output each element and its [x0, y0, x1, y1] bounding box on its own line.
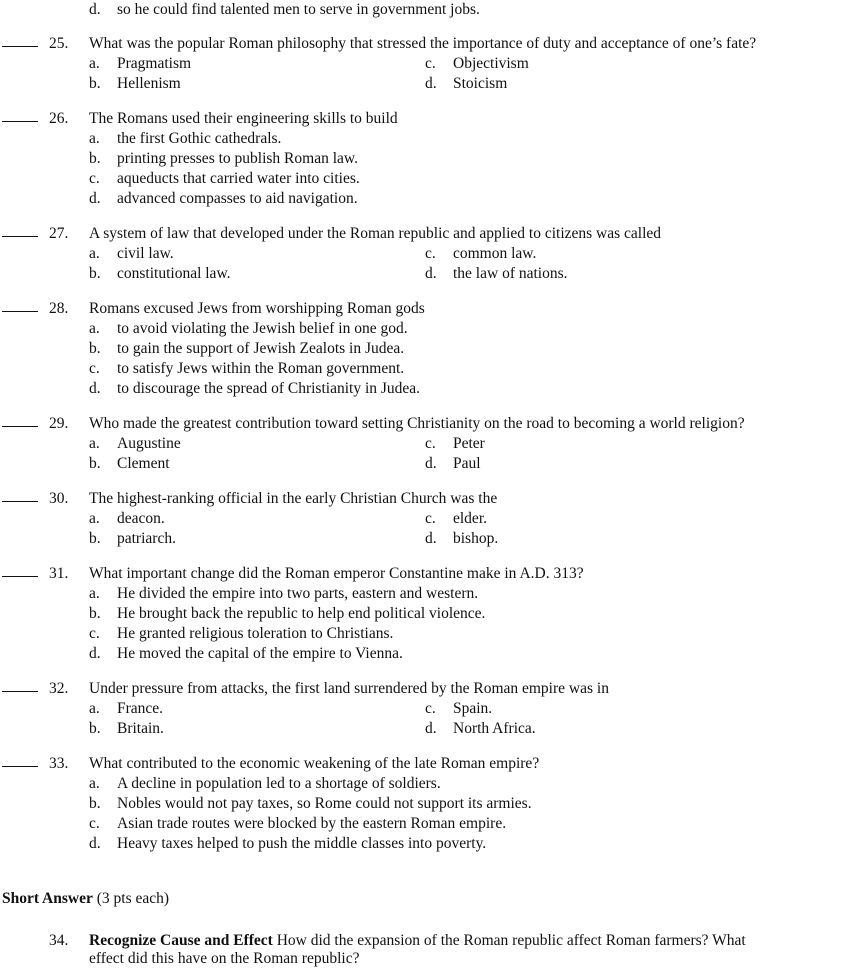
option-letter: c.	[89, 170, 100, 187]
option-letter: d.	[89, 645, 101, 662]
option-letter: c.	[425, 55, 436, 72]
question-number: 31.	[49, 565, 69, 582]
option-letter: d.	[89, 190, 101, 207]
option-letter: d.	[89, 1, 101, 18]
option-letter: d.	[425, 720, 437, 737]
option-text: patriarch.	[117, 530, 176, 547]
option-text: He moved the capital of the empire to Vienna.	[117, 645, 403, 662]
question-number: 26.	[49, 110, 69, 127]
option-text: to discourage the spread of Christianity in Judea.	[117, 380, 421, 397]
option-letter: b.	[89, 455, 101, 472]
option-text: Britain.	[117, 720, 164, 737]
answer-blank[interactable]	[2, 752, 38, 767]
option-letter: a.	[89, 775, 100, 792]
option-text: elder.	[453, 510, 487, 527]
option-text: Peter	[453, 435, 485, 452]
option-text: common law.	[453, 245, 537, 262]
question-number: 27.	[49, 225, 69, 242]
option-text: He granted religious toleration to Christians.	[117, 625, 394, 642]
question-text: Who made the greatest contribution toward setting Christianity on the road to becoming a world religion?	[89, 415, 745, 432]
option-text: civil law.	[117, 245, 174, 262]
question-text: What important change did the Roman emperor Constantine make in A.D. 313?	[89, 565, 584, 582]
option-letter: d.	[89, 380, 101, 397]
option-letter: c.	[425, 245, 436, 262]
question-text	[89, 931, 746, 951]
option-letter: c.	[89, 815, 100, 832]
option-letter: c.	[425, 435, 436, 452]
option-letter: b.	[89, 530, 101, 547]
option-letter: b.	[89, 720, 101, 737]
question-number: 30.	[49, 490, 69, 507]
option-text: to avoid violating the Jewish belief in one god.	[117, 320, 408, 337]
option-text: advanced compasses to aid navigation.	[117, 190, 358, 207]
option-text: He divided the empire into two parts, eastern and western.	[117, 585, 479, 602]
answer-blank[interactable]	[2, 107, 38, 122]
question-text: A system of law that developed under the Roman republic and applied to citizens was called	[89, 225, 662, 242]
option-letter: d.	[425, 75, 437, 92]
option-text: North Africa.	[453, 720, 536, 737]
answer-blank[interactable]	[2, 487, 38, 502]
question-number: 33.	[49, 755, 69, 772]
question-text: What contributed to the economic weakening of the late Roman empire?	[89, 755, 540, 772]
option-letter: a.	[89, 700, 100, 717]
option-text: the first Gothic cathedrals.	[117, 130, 282, 147]
option-text: the law of nations.	[453, 265, 568, 282]
option-letter: d.	[425, 530, 437, 547]
option-text: A decline in population led to a shortage of soldiers.	[117, 775, 441, 792]
option-text: Paul	[453, 455, 481, 472]
option-text: Stoicism	[453, 75, 508, 92]
option-text: to satisfy Jews within the Roman government.	[117, 360, 405, 377]
option-letter: b.	[89, 265, 101, 282]
question-number: 25.	[49, 35, 69, 52]
option-letter: a.	[89, 435, 100, 452]
answer-blank[interactable]	[2, 677, 38, 692]
option-text: aqueducts that carried water into cities.	[117, 170, 360, 187]
option-text: printing presses to publish Roman law.	[117, 150, 358, 167]
question-number: 28.	[49, 300, 69, 317]
option-letter: b.	[89, 795, 101, 812]
option-letter: c.	[425, 510, 436, 527]
question-skill: Recognize Cause and Effect	[89, 932, 273, 949]
option-letter: a.	[89, 510, 100, 527]
question-text: The highest-ranking official in the early Christian Church was the	[89, 490, 498, 507]
option-text: deacon.	[117, 510, 165, 527]
option-text: He brought back the republic to help end political violence.	[117, 605, 486, 622]
option-text: Pragmatism	[117, 55, 192, 72]
question-number: 32.	[49, 680, 69, 697]
question-text: Under pressure from attacks, the first land surrendered by the Roman empire was in	[89, 680, 609, 697]
option-letter: a.	[89, 130, 100, 147]
option-text: Nobles would not pay taxes, so Rome could not support its armies.	[117, 795, 532, 812]
answer-blank[interactable]	[2, 32, 38, 47]
option-letter: a.	[89, 320, 100, 337]
question-number: 29.	[49, 415, 69, 432]
answer-blank[interactable]	[2, 412, 38, 427]
section-points: (3 pts each)	[96, 890, 170, 907]
question-text: What was the popular Roman philosophy that stressed the importance of duty and acceptance of one’s fate?	[89, 35, 757, 52]
option-text: Heavy taxes helped to push the middle classes into poverty.	[117, 835, 487, 852]
option-letter: b.	[89, 605, 101, 622]
option-text: bishop.	[453, 530, 499, 547]
option-letter: b.	[89, 150, 101, 167]
option-text: so he could find talented men to serve in government jobs.	[117, 1, 480, 18]
option-letter: d.	[425, 265, 437, 282]
option-text: France.	[117, 700, 164, 717]
option-text: Clement	[117, 455, 170, 472]
option-letter: d.	[425, 455, 437, 472]
section-heading	[2, 889, 169, 909]
option-letter: c.	[425, 700, 436, 717]
section-title: Short Answer	[2, 890, 93, 907]
option-letter: d.	[89, 835, 101, 852]
answer-blank[interactable]	[2, 222, 38, 237]
option-text: Hellenism	[117, 75, 181, 92]
option-letter: a.	[89, 585, 100, 602]
option-text: constitutional law.	[117, 265, 231, 282]
option-letter: a.	[89, 55, 100, 72]
answer-blank[interactable]	[2, 297, 38, 312]
option-letter: c.	[89, 360, 100, 377]
option-text: to gain the support of Jewish Zealots in Judea.	[117, 340, 405, 357]
option-letter: c.	[89, 625, 100, 642]
option-text: Augustine	[117, 435, 181, 452]
answer-blank[interactable]	[2, 562, 38, 577]
option-letter: b.	[89, 75, 101, 92]
option-text: Spain.	[453, 700, 493, 717]
question-text: The Romans used their engineering skills to build	[89, 110, 398, 127]
option-text: Asian trade routes were blocked by the eastern Roman empire.	[117, 815, 507, 832]
question-text-line2: effect did this have on the Roman republic?	[89, 950, 360, 967]
option-letter: a.	[89, 245, 100, 262]
question-number: 34.	[49, 932, 69, 949]
question-text: Romans excused Jews from worshipping Roman gods	[89, 300, 425, 317]
question-text-line1: How did the expansion of the Roman republic affect Roman farmers? What	[276, 932, 746, 949]
option-text: Objectivism	[453, 55, 529, 72]
option-letter: b.	[89, 340, 101, 357]
